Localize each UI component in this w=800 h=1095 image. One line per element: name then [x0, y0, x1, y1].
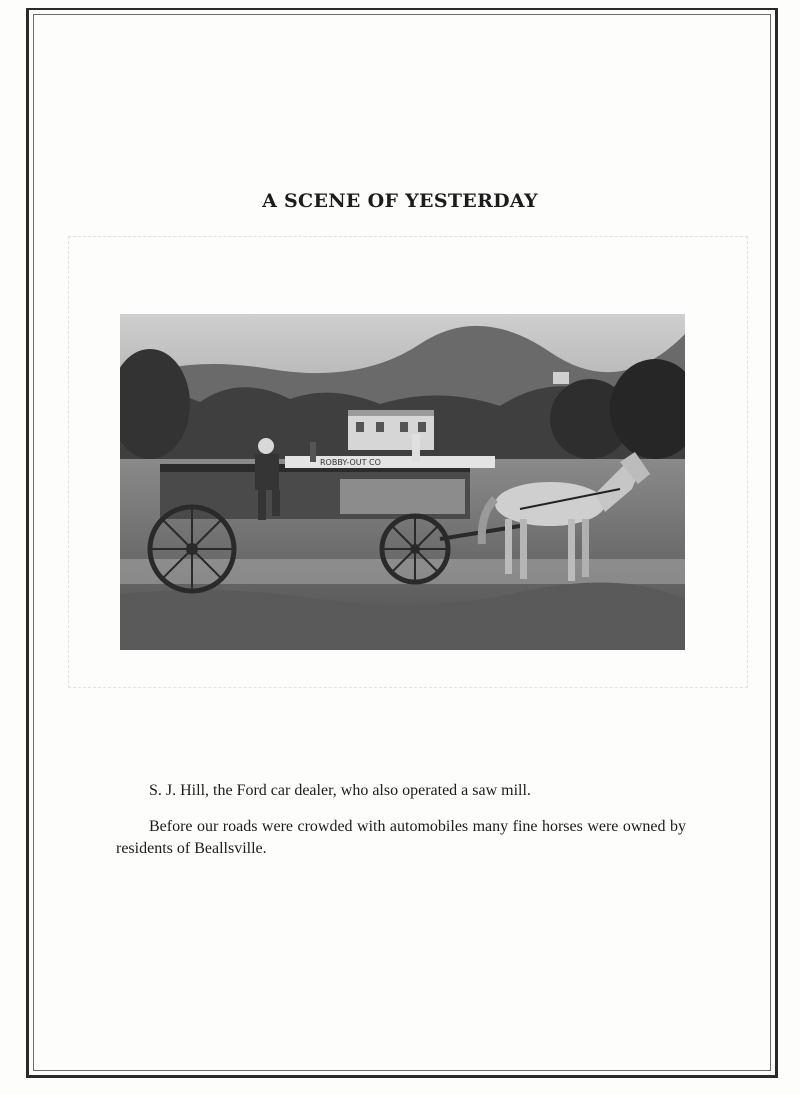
- driver-head: [258, 438, 274, 454]
- historic-photo: [120, 314, 685, 650]
- page-title: A SCENE OF YESTERDAY: [262, 190, 538, 212]
- caption-paragraph-2: Before our roads were crowded with automobiles many fine horses were owned by residents of Beallsville.: [116, 818, 686, 857]
- rear-wheel: [150, 507, 234, 591]
- bystander: [412, 434, 420, 462]
- driver-body: [255, 454, 279, 490]
- sign-board: [285, 456, 495, 468]
- front-wheel: [382, 516, 448, 582]
- caption-line-1: S. J. Hill, the Ford car dealer, who also operated a saw mill.: [149, 782, 531, 799]
- sign-text: ROBBY-OUT CO: [320, 458, 381, 467]
- hilltop-house: [553, 372, 569, 384]
